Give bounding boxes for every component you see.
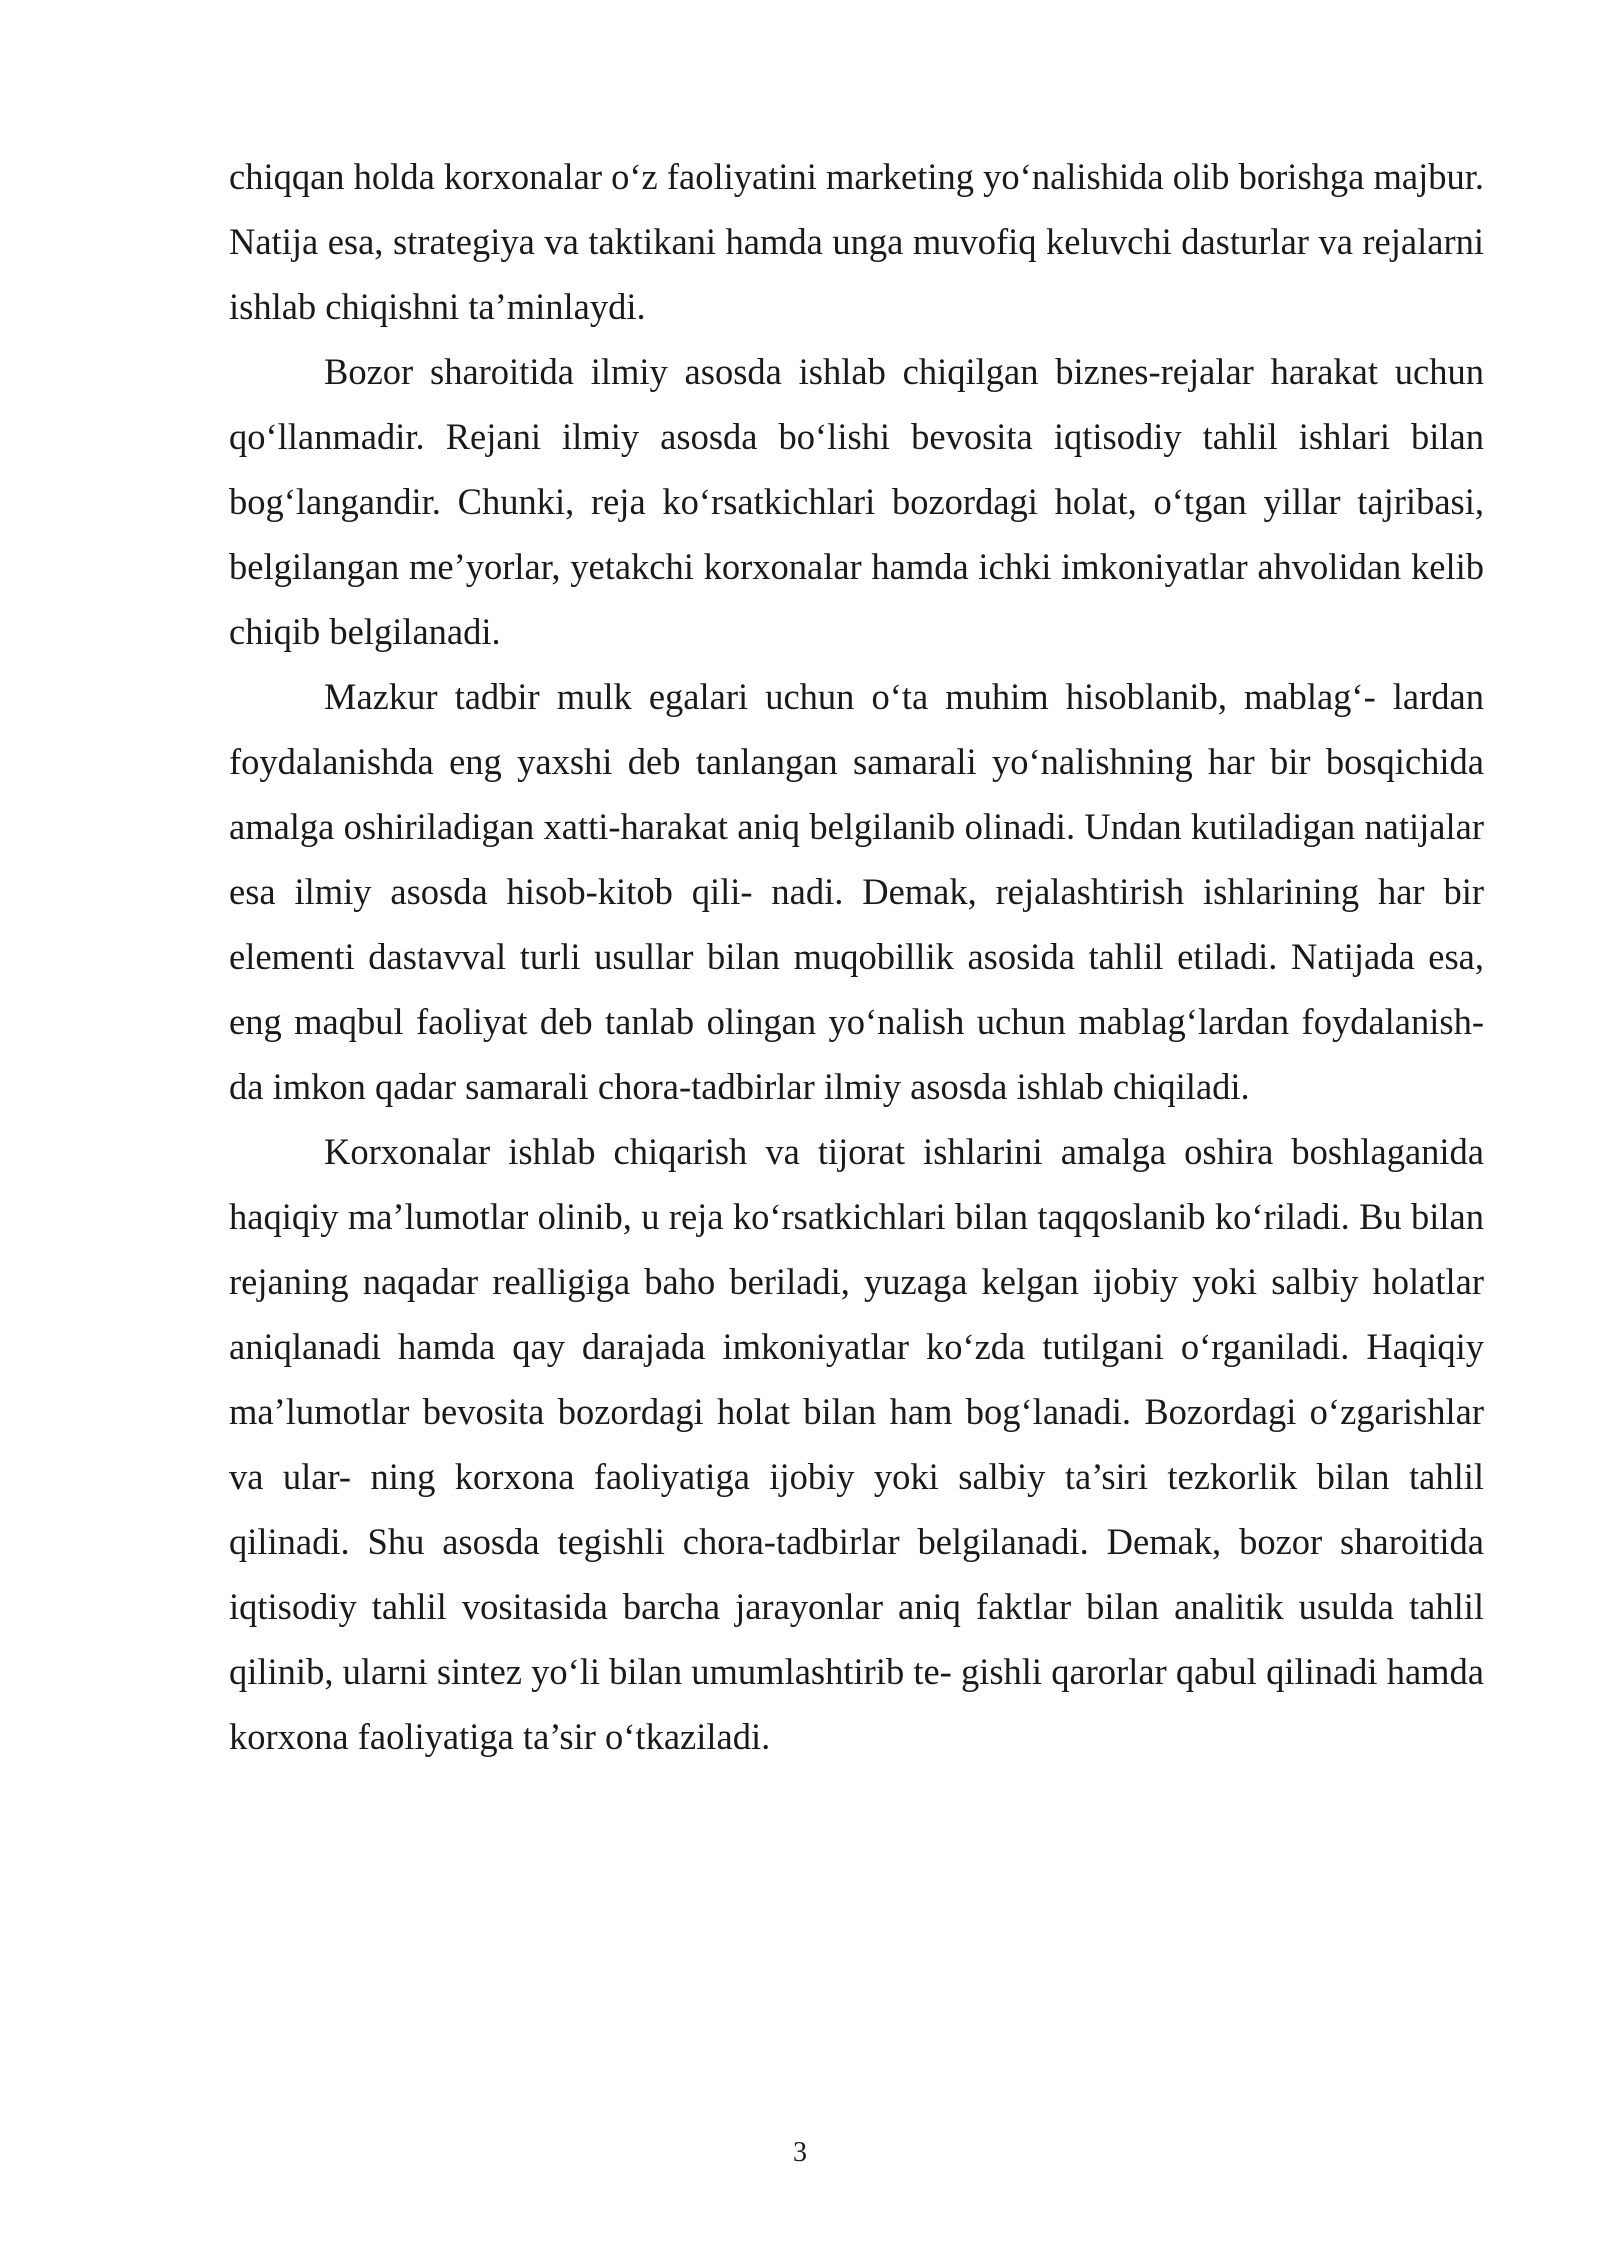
paragraph-business-plans: Bozor sharoitida ilmiy asosda ishlab chiqilgan biznes-rejalar harakat uchun qo‘llanmadir. Rejani ilmiy asosda bo‘lishi bevosita iqtisodiy tahlil ishlari bilan bog‘langandir. Chunki, reja ko‘rsatkichlari bozordagi holat, o‘tgan yillar tajribasi, belgilangan me’yorlar, yetakchi korxonalar hamda ichki imkoniyatlar ahvolidan kelib chiqib belgilanadi. — [229, 351, 1484, 652]
document-body — [229, 144, 1484, 1769]
paragraph-owners-measures: Mazkur tadbir mulk egalari uchun o‘ta muhim hisoblanib, mablag‘- lardan foydalanishda eng yaxshi deb tanlangan samarali yo‘nalishning har bir bosqichida amalga oshiriladigan xatti-harakat aniq belgilanib olinadi. Undan kutiladigan natijalar esa ilmiy asosda hisob-kitob qili- nadi. Demak, rejalashtirish ishlarining har bir elementi dastavval turli usullar bilan muqobillik asosida tahlil etiladi. Natijada esa, eng maqbul faoliyat deb tanlab olingan yo‘nalish uchun mablag‘lardan foydalanish- da imkon qadar samarali chora-tadbirlar ilmiy asosda ishlab chiqiladi. — [229, 676, 1484, 1107]
page-number: 3 — [793, 2137, 807, 2168]
paragraph-continuation: chiqqan holda korxonalar o‘z faoliyatini marketing yo‘nalishida olib borishga majbur. Natija esa, strategiya va taktikani hamda unga muvofiq keluvchi dasturlar va rejalarni ishlab chiqishni ta’minlaydi. — [229, 156, 1484, 327]
paragraph-actual-data: Korxonalar ishlab chiqarish va tijorat ishlarini amalga oshira boshlaganida haqiqiy ma’lumotlar olinib, u reja ko‘rsatkichlari bilan taqqoslanib ko‘riladi. Bu bilan rejaning naqadar realligiga baho beriladi, yuzaga kelgan ijobiy yoki salbiy holatlar aniqlanadi hamda qay darajada imkoniyatlar ko‘zda tutilgani o‘rganiladi. Haqiqiy ma’lumotlar bevosita bozordagi holat bilan ham bog‘lanadi. Bozordagi o‘zgarishlar va ular- ning korxona faoliyatiga ijobiy yoki salbiy ta’siri tezkorlik bilan tahlil qilinadi. Shu asosda tegishli chora-tadbirlar belgilanadi. Demak, bozor sharoitida iqtisodiy tahlil vositasida barcha jarayonlar aniq faktlar bilan analitik usulda tahlil qilinib, ularni sintez yo‘li bilan umumlashtirib te- gishli qarorlar qabul qilinadi hamda korxona faoliyatiga ta’sir o‘tkaziladi. — [229, 1131, 1484, 1757]
